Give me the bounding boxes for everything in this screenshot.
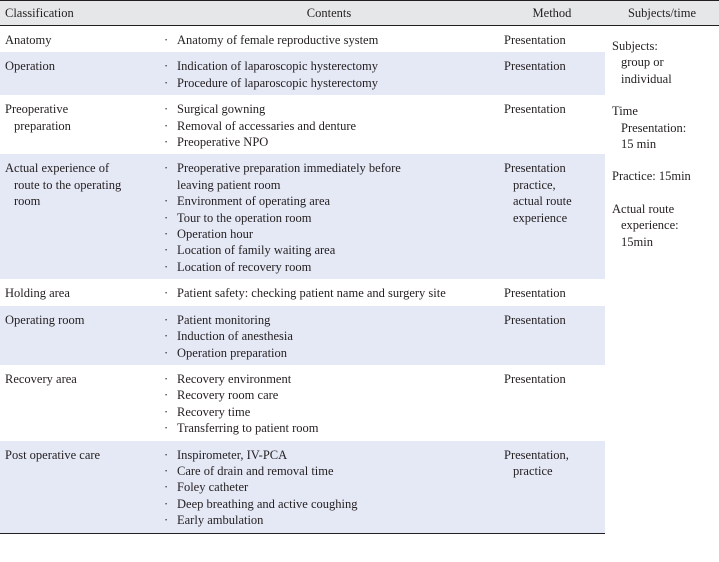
subjects-note: Subjects: group or individual: [612, 39, 672, 86]
method-text: Presentation, practice: [504, 447, 569, 478]
method-cell: [499, 154, 605, 279]
contents-cell: [159, 95, 499, 154]
content-item: [164, 447, 495, 463]
content-item: [164, 285, 495, 301]
classification-cell: [0, 279, 159, 305]
content-item: [164, 242, 495, 258]
content-line: Anatomy of female reproductive system: [177, 33, 379, 47]
content-line: Location of recovery room: [177, 259, 312, 274]
content-line: Patient monitoring: [177, 312, 271, 327]
contents-cell: [159, 26, 499, 53]
classification-cell: [0, 52, 159, 95]
content-item: [164, 463, 495, 479]
method-cell: [499, 306, 605, 365]
contents-cell: [159, 279, 499, 305]
content-item: [164, 210, 495, 226]
content-line: Location of family waiting area: [177, 243, 336, 258]
content-item: [164, 193, 495, 209]
content-line: Surgical gowning: [177, 102, 266, 117]
method-cell: [499, 26, 605, 53]
content-line: Induction of anesthesia: [177, 329, 293, 344]
subjects-time-cell: [605, 26, 719, 534]
contents-cell: [159, 441, 499, 534]
content-line: Operation hour: [177, 227, 254, 242]
content-line: Care of drain and removal time: [177, 463, 334, 478]
classification-cell: [0, 154, 159, 279]
classification-cell: [0, 365, 159, 441]
contents-cell: [159, 154, 499, 279]
content-line: Indication of laparoscopic hysterectomy: [177, 59, 378, 74]
content-item: [164, 101, 495, 117]
content-line: Environment of operating area: [177, 194, 331, 209]
content-item: [164, 328, 495, 344]
classification-text: Actual experience of route to the operating room: [5, 161, 122, 209]
content-item: [164, 259, 495, 275]
content-item: [164, 404, 495, 420]
content-item: [164, 160, 495, 193]
header-method: Method: [499, 1, 605, 26]
time-note: Time Presentation: 15 min: [612, 104, 687, 152]
content-item: [164, 226, 495, 242]
content-line: Foley catheter: [177, 480, 249, 495]
contents-cell: [159, 52, 499, 95]
classification-text: Operation: [5, 59, 55, 74]
method-text: Presentation: [504, 286, 566, 301]
method-text: Presentation: [504, 312, 566, 327]
content-line: Inspirometer, IV-PCA: [177, 447, 288, 462]
content-item: [164, 118, 495, 134]
content-item: [164, 134, 495, 150]
content-line: Tour to the operation room: [177, 210, 312, 225]
content-line: Recovery room care: [177, 388, 279, 403]
content-item: [164, 345, 495, 361]
header-contents: Contents: [159, 1, 499, 26]
method-cell: [499, 365, 605, 441]
content-line: Operation preparation: [177, 345, 288, 360]
content-item: [164, 371, 495, 387]
classification-text: Recovery area: [5, 371, 77, 386]
header-row: [0, 1, 719, 26]
method-text: Presentation: [504, 371, 566, 386]
header-classification: Classification: [0, 1, 159, 26]
method-cell: [499, 279, 605, 305]
classification-cell: [0, 95, 159, 154]
content-line: Recovery time: [177, 404, 251, 419]
content-item: [164, 496, 495, 512]
method-text: Presentation: [504, 102, 566, 117]
content-line: Patient safety: checking patient name and surgery site: [177, 286, 446, 301]
classification-cell: [0, 26, 159, 53]
classification-text: Post operative care: [5, 447, 101, 462]
method-cell: [499, 441, 605, 534]
content-line: Recovery environment: [177, 371, 292, 386]
method-cell: [499, 95, 605, 154]
contents-cell: [159, 365, 499, 441]
classification-text: Preoperative preparation: [5, 102, 71, 133]
method-text: Presentation practice, actual route experience: [504, 161, 572, 225]
classification-cell: [0, 441, 159, 534]
content-line: Transferring to patient room: [177, 421, 319, 436]
content-item: [164, 387, 495, 403]
content-item: [164, 512, 495, 528]
content-line: leaving patient room: [177, 177, 281, 192]
content-line: Procedure of laparoscopic hysterectomy: [177, 75, 378, 90]
classification-text: Holding area: [5, 286, 70, 301]
table-row: [0, 26, 719, 53]
content-item: [164, 58, 495, 74]
content-item: [164, 420, 495, 436]
content-line: Preoperative preparation immediately before: [177, 161, 401, 176]
method-text: Presentation: [504, 59, 566, 74]
content-item: [164, 32, 495, 48]
method-cell: [499, 52, 605, 95]
method-text: Presentation: [504, 33, 566, 47]
content-line: Deep breathing and active coughing: [177, 496, 358, 511]
content-item: [164, 312, 495, 328]
header-subjects-time: Subjects/time: [605, 1, 719, 26]
classification-text: Anatomy: [5, 33, 52, 47]
practice-time-note: Practice: 15min: [612, 169, 691, 184]
classification-text: Operating room: [5, 312, 85, 327]
classification-cell: [0, 306, 159, 365]
content-line: Preoperative NPO: [177, 135, 269, 150]
content-item: [164, 75, 495, 91]
contents-cell: [159, 306, 499, 365]
content-item: [164, 479, 495, 495]
content-line: Early ambulation: [177, 513, 264, 528]
route-experience-note: Actual route experience: 15min: [612, 201, 679, 249]
content-line: Removal of accessaries and denture: [177, 118, 357, 133]
